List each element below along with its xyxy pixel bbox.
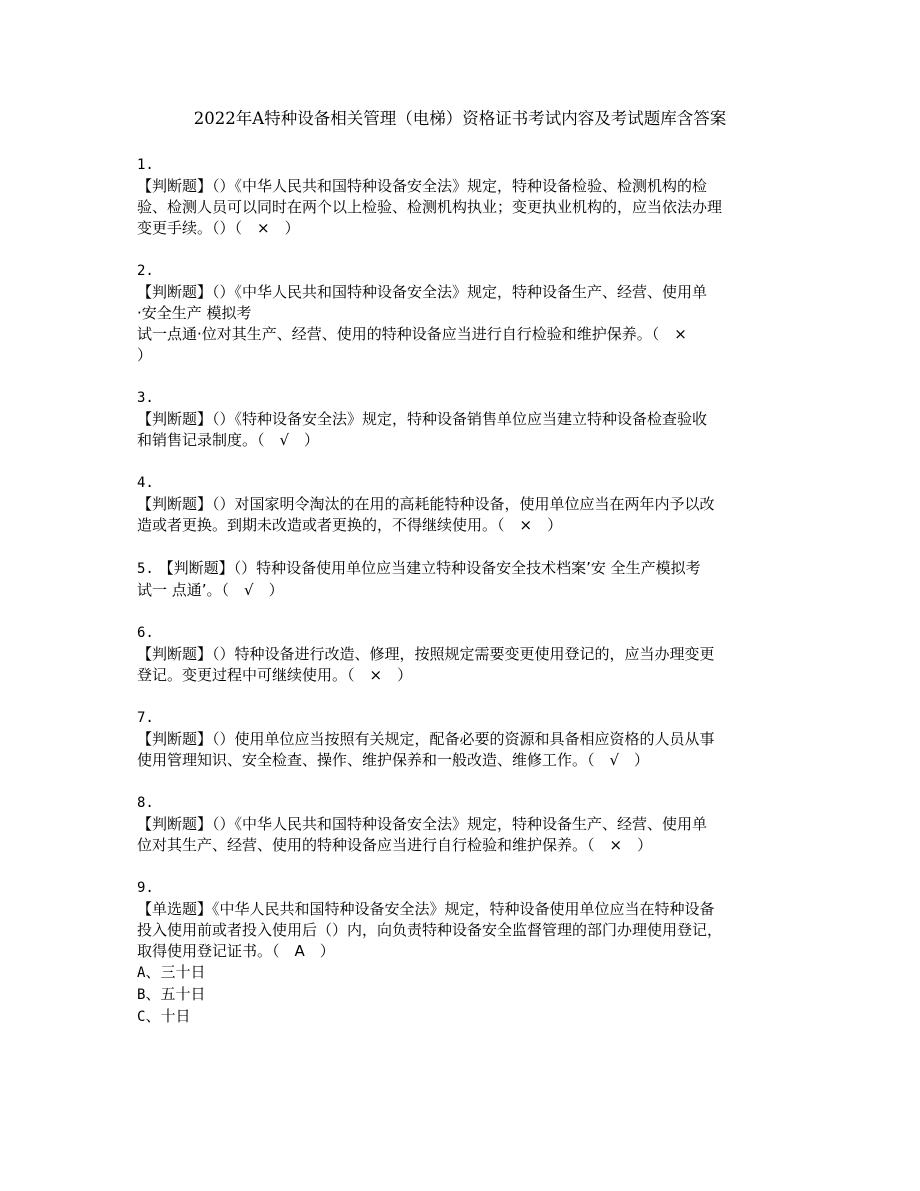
question-text-line: ） bbox=[137, 346, 153, 364]
option-letter: A bbox=[137, 965, 146, 981]
answer-option-a bbox=[137, 962, 789, 984]
question-3 bbox=[137, 388, 789, 451]
question-number: 1. bbox=[137, 157, 154, 173]
question-number: 5. bbox=[137, 561, 154, 577]
question-1 bbox=[137, 155, 789, 239]
question-text-line bbox=[137, 558, 789, 580]
question-text-line: 验、检测人员可以同时在两个以上检验、检测机构执业；变更执业机构的，应当依法办理 bbox=[137, 198, 723, 216]
question-number: 6. bbox=[137, 625, 154, 641]
question-number: 7. bbox=[137, 710, 154, 726]
question-number: 8. bbox=[137, 795, 154, 811]
question-text-line: 和销售记录制度。（ √ ） bbox=[137, 431, 320, 449]
question-text-line: 试一 点通’。（ √ ） bbox=[137, 581, 284, 599]
question-text-line: 【单选题】《中华人民共和国特种设备安全法》规定，特种设备使用单位应当在特种设备 bbox=[137, 900, 715, 918]
option-text: 、十日 bbox=[145, 1007, 191, 1025]
question-number: 2. bbox=[137, 263, 154, 279]
question-2 bbox=[137, 261, 789, 366]
question-text-line: ·安全生产 模拟考 bbox=[137, 304, 252, 322]
question-text-line: 变更手续。（）（ × ） bbox=[137, 219, 300, 237]
question-text-line: 使用管理知识、安全检查、操作、维护保养和一般改造、维修工作。（ √ ） bbox=[137, 751, 650, 769]
question-text-line: 【判断题】（）特种设备进行改造、修理，按照规定需要变更使用登记的，应当办理变更 bbox=[137, 645, 715, 663]
question-text-line: 试一点通·位对其生产、经营、使用的特种设备应当进行自行检验和维护保养。（ × bbox=[137, 325, 687, 343]
question-text-line: 登记。变更过程中可继续使用。（ × ） bbox=[137, 666, 413, 684]
question-text-line: 【判断题】（）《中华人民共和国特种设备安全法》规定，特种设备生产、经营、使用单 bbox=[137, 283, 708, 301]
question-4 bbox=[137, 473, 789, 536]
question-9 bbox=[137, 878, 789, 1028]
question-text-line: 【判断题】（）《中华人民共和国特种设备安全法》规定，特种设备检验、检测机构的检 bbox=[137, 177, 708, 195]
question-text-line: 【判断题】（）《中华人民共和国特种设备安全法》规定，特种设备生产、经营、使用单 bbox=[137, 815, 708, 833]
question-text-line: 【判断题】（）对国家明令淘汰的在用的高耗能特种设备，使用单位应当在两年内予以改 bbox=[137, 495, 715, 513]
question-text-line: 位对其生产、经营、使用的特种设备应当进行自行检验和维护保养。（ × ） bbox=[137, 836, 653, 854]
question-list bbox=[137, 155, 789, 1050]
question-text: 【判断题】（）特种设备使用单位应当建立特种设备安全技术档案’安 全生产模拟考 bbox=[158, 559, 701, 577]
question-text-line: 投入使用前或者投入使用后（）内，向负责特种设备安全监督管理的部门办理使用登记， bbox=[137, 921, 723, 939]
option-letter: B bbox=[137, 987, 146, 1003]
option-text: 、三十日 bbox=[145, 963, 206, 981]
question-7 bbox=[137, 708, 789, 771]
question-8 bbox=[137, 793, 789, 856]
answer-option-c bbox=[137, 1006, 789, 1028]
question-number: 4. bbox=[137, 475, 154, 491]
document-title: 2022年A特种设备相关管理（电梯）资格证书考试内容及考试题库含答案 bbox=[193, 109, 727, 128]
question-6 bbox=[137, 623, 789, 686]
question-5 bbox=[137, 558, 789, 601]
question-text-line: 【判断题】（）《特种设备安全法》规定，特种设备销售单位应当建立特种设备检查验收 bbox=[137, 410, 708, 428]
question-text-line: 【判断题】（）使用单位应当按照有关规定，配备必要的资源和具备相应资格的人员从事 bbox=[137, 730, 715, 748]
option-letter: C bbox=[137, 1009, 146, 1025]
question-text-line: 取得使用登记证书。（ A ） bbox=[137, 942, 335, 960]
question-number: 9. bbox=[137, 880, 154, 896]
answer-option-b bbox=[137, 984, 789, 1006]
question-text-line: 造或者更换。到期未改造或者更换的，不得继续使用。（ × ） bbox=[137, 516, 563, 534]
question-number: 3. bbox=[137, 390, 154, 406]
option-text: 、五十日 bbox=[145, 985, 206, 1003]
